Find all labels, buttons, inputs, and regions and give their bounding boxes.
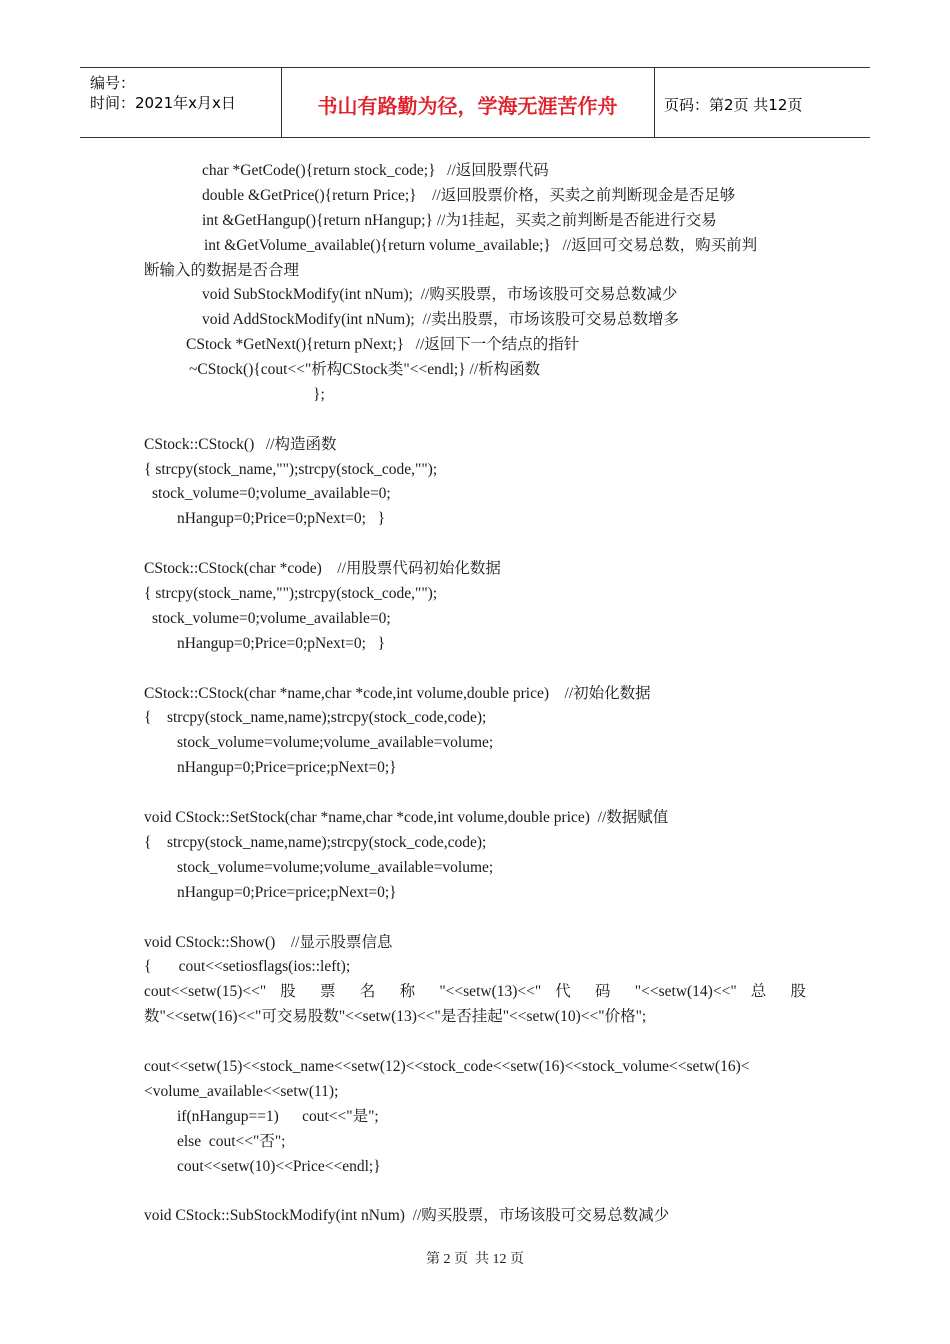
code-line: void CStock::SubStockModify(int nNum) //购买股票，市场该股可交易总数减少 <box>144 1207 670 1224</box>
code-line: nHangup=0;Price=price;pNext=0;} <box>177 884 397 901</box>
code-line: void CStock::Show() //显示股票信息 <box>144 934 393 951</box>
code-line: stock_volume=volume;volume_available=volume; <box>177 734 494 751</box>
code-line: void SubStockModify(int nNum); //购买股票，市场该股可交易总数减少 <box>202 286 678 303</box>
header-center-cell <box>281 68 655 137</box>
header-motto: 书山有路勤为径，学海无涯苦作舟 <box>317 94 618 118</box>
code-line: cout<<setw(15)<<stock_name<<setw(12)<<stock_code<<setw(16)<<stock_volume<<setw(16)< <box>144 1058 750 1075</box>
code-line: { strcpy(stock_name,"");strcpy(stock_code,""); <box>144 461 438 478</box>
code-line: stock_volume=volume;volume_available=volume; <box>177 859 494 876</box>
code-line: { strcpy(stock_name,"");strcpy(stock_code,""); <box>144 585 438 602</box>
code-line: CStock *GetNext(){return pNext;} //返回下一个结点的指针 <box>186 336 580 353</box>
header-left-cell <box>80 68 282 137</box>
code-line: ~CStock(){cout<<"析构CStock类"<<endl;} //析构函数 <box>189 361 541 378</box>
code-line: }; <box>313 386 325 403</box>
code-line: { cout<<setiosflags(ios::left); <box>144 958 351 975</box>
code-line: int &GetVolume_available(){return volume_available;} //返回可交易总数，购买前判 <box>204 237 758 254</box>
code-line: if(nHangup==1) cout<<"是"; <box>177 1108 379 1125</box>
code-line: 断输入的数据是否合理 <box>144 262 300 279</box>
code-line: cout<<setw(10)<<Price<<endl;} <box>177 1158 381 1175</box>
code-line: nHangup=0;Price=price;pNext=0;} <box>177 759 397 776</box>
code-line: CStock::CStock(char *name,char *code,int volume,double price) //初始化数据 <box>144 685 651 702</box>
code-line: { strcpy(stock_name,name);strcpy(stock_code,code); <box>144 709 487 726</box>
page-footer: 第 2 页 共 12 页 <box>426 1252 524 1267</box>
code-line: nHangup=0;Price=0;pNext=0; } <box>177 635 386 652</box>
page-header <box>80 67 870 138</box>
code-line: void AddStockModify(int nNum); //卖出股票，市场该股可交易总数增多 <box>202 311 680 328</box>
code-line: else cout<<"否"; <box>177 1133 286 1150</box>
code-line: cout<<setw(15)<<" 股 票 名 称 "<<setw(13)<<" 代 码 "<<setw(14)<<" 总 股 <box>144 983 806 1000</box>
header-right-cell <box>655 68 870 137</box>
code-line: nHangup=0;Price=0;pNext=0; } <box>177 510 386 527</box>
code-line: { strcpy(stock_name,name);strcpy(stock_code,code); <box>144 834 487 851</box>
document-date-label: 时间：2021年x月x日 <box>90 94 236 112</box>
code-line: double &GetPrice(){return Price;} //返回股票价格，买卖之前判断现金是否足够 <box>202 187 736 204</box>
code-line: 数"<<setw(16)<<"可交易股数"<<setw(13)<<"是否挂起"<<setw(10)<<"价格"; <box>144 1008 647 1025</box>
code-line: CStock::CStock() //构造函数 <box>144 436 337 453</box>
code-line: stock_volume=0;volume_available=0; <box>152 610 391 627</box>
code-line: <volume_available<<setw(11); <box>144 1083 339 1100</box>
code-line: CStock::CStock(char *code) //用股票代码初始化数据 <box>144 560 501 577</box>
header-page-info: 页码：第2页 共12页 <box>664 96 803 114</box>
code-line: char *GetCode(){return stock_code;} //返回股票代码 <box>202 162 549 179</box>
document-number-label: 编号： <box>90 74 136 92</box>
code-line: stock_volume=0;volume_available=0; <box>152 485 391 502</box>
code-line: void CStock::SetStock(char *name,char *code,int volume,double price) //数据赋值 <box>144 809 669 826</box>
code-line: int &GetHangup(){return nHangup;} //为1挂起，买卖之前判断是否能进行交易 <box>202 212 717 229</box>
